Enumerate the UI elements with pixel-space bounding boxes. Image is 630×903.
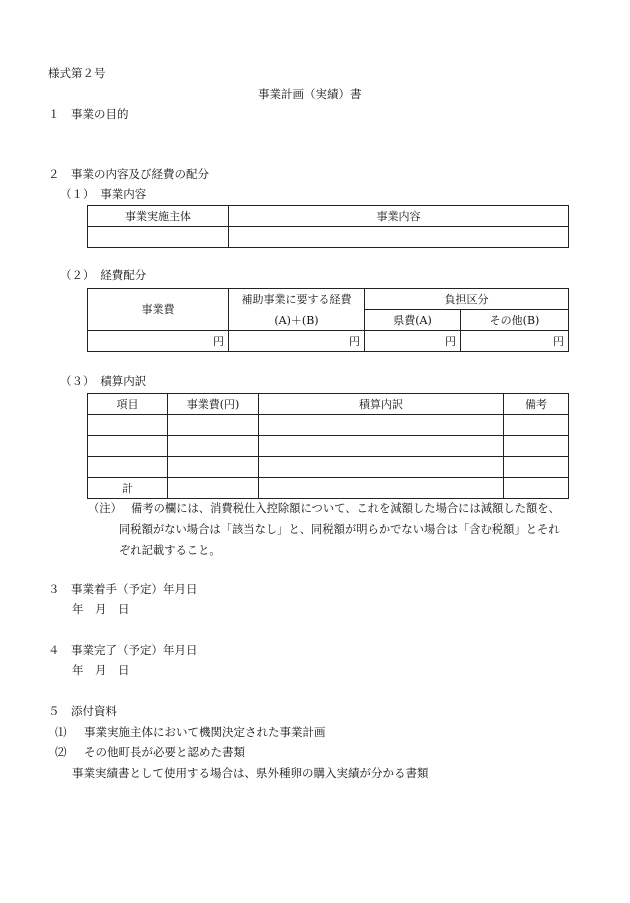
header-prefecture: 県費(A)	[365, 310, 461, 331]
cell-required-cost-yen: 円	[229, 331, 365, 352]
subsection-3-heading: （３） 積算内訳	[60, 374, 147, 388]
cell-content	[229, 227, 569, 248]
form-number: 様式第２号	[48, 66, 106, 80]
total-label: 計	[88, 478, 168, 499]
header-entity: 事業実施主体	[88, 206, 229, 227]
table-row	[88, 415, 569, 436]
table-row	[88, 436, 569, 457]
table-row	[88, 457, 569, 478]
attachment-1-number: ⑴	[55, 725, 67, 739]
subsection-2-heading: （２） 経費配分	[60, 268, 147, 282]
total-row	[88, 478, 569, 499]
note-line-2: 同税額がない場合は「該当なし」と、同税額が明らかでない場合は「含む税額」とそれ	[119, 523, 560, 536]
note-label: （注）	[88, 502, 122, 515]
header-cost-yen: 事業費(円)	[168, 394, 259, 415]
cell-entity	[88, 227, 229, 248]
header-remarks: 備考	[504, 394, 569, 415]
header-required-cost	[229, 289, 365, 331]
cost-breakdown-table	[87, 393, 569, 499]
cell-project-cost-yen: 円	[88, 331, 229, 352]
section-1-heading: １ 事業の目的	[48, 107, 129, 121]
subsection-1-heading: （１） 事業内容	[60, 187, 147, 201]
attachment-2-number: ⑵	[55, 745, 67, 759]
attachment-1-text: 事業実施主体において機関決定された事業計画	[84, 725, 326, 739]
header-other: その他(B)	[461, 310, 569, 331]
section-2-heading: ２ 事業の内容及び経費の配分	[48, 167, 209, 181]
section-3-heading: ３ 事業着手（予定）年月日	[48, 582, 198, 596]
note-line-1: 備考の欄には、消費税仕入控除額について、これを減額した場合には減額した額を、	[131, 502, 560, 515]
header-required-cost-line1: 補助事業に要する経費	[241, 292, 352, 306]
cell-other-yen: 円	[461, 331, 569, 352]
section-5-heading: ５ 添付資料	[48, 704, 117, 718]
header-item: 項目	[88, 394, 168, 415]
header-content: 事業内容	[229, 206, 569, 227]
section-3-date: 年 月 日	[72, 602, 130, 616]
header-project-cost: 事業費	[88, 289, 229, 331]
header-breakdown: 積算内訳	[259, 394, 504, 415]
attachment-2-text: その他町長が必要と認めた書類	[84, 745, 245, 759]
cost-allocation-table	[87, 288, 569, 352]
attachment-2-sub: 事業実績書として使用する場合は、県外種卵の購入実績が分かる書類	[72, 766, 429, 780]
document-title: 事業計画（実績）書	[258, 87, 362, 101]
note-line-3: ぞれ記載すること。	[119, 544, 221, 557]
cell-prefecture-yen: 円	[365, 331, 461, 352]
header-cost-share: 負担区分	[365, 289, 569, 310]
business-content-table	[87, 205, 569, 248]
header-required-cost-line2: (A)＋(B)	[274, 313, 319, 327]
section-4-heading: ４ 事業完了（予定）年月日	[48, 643, 198, 657]
section-4-date: 年 月 日	[72, 663, 130, 677]
